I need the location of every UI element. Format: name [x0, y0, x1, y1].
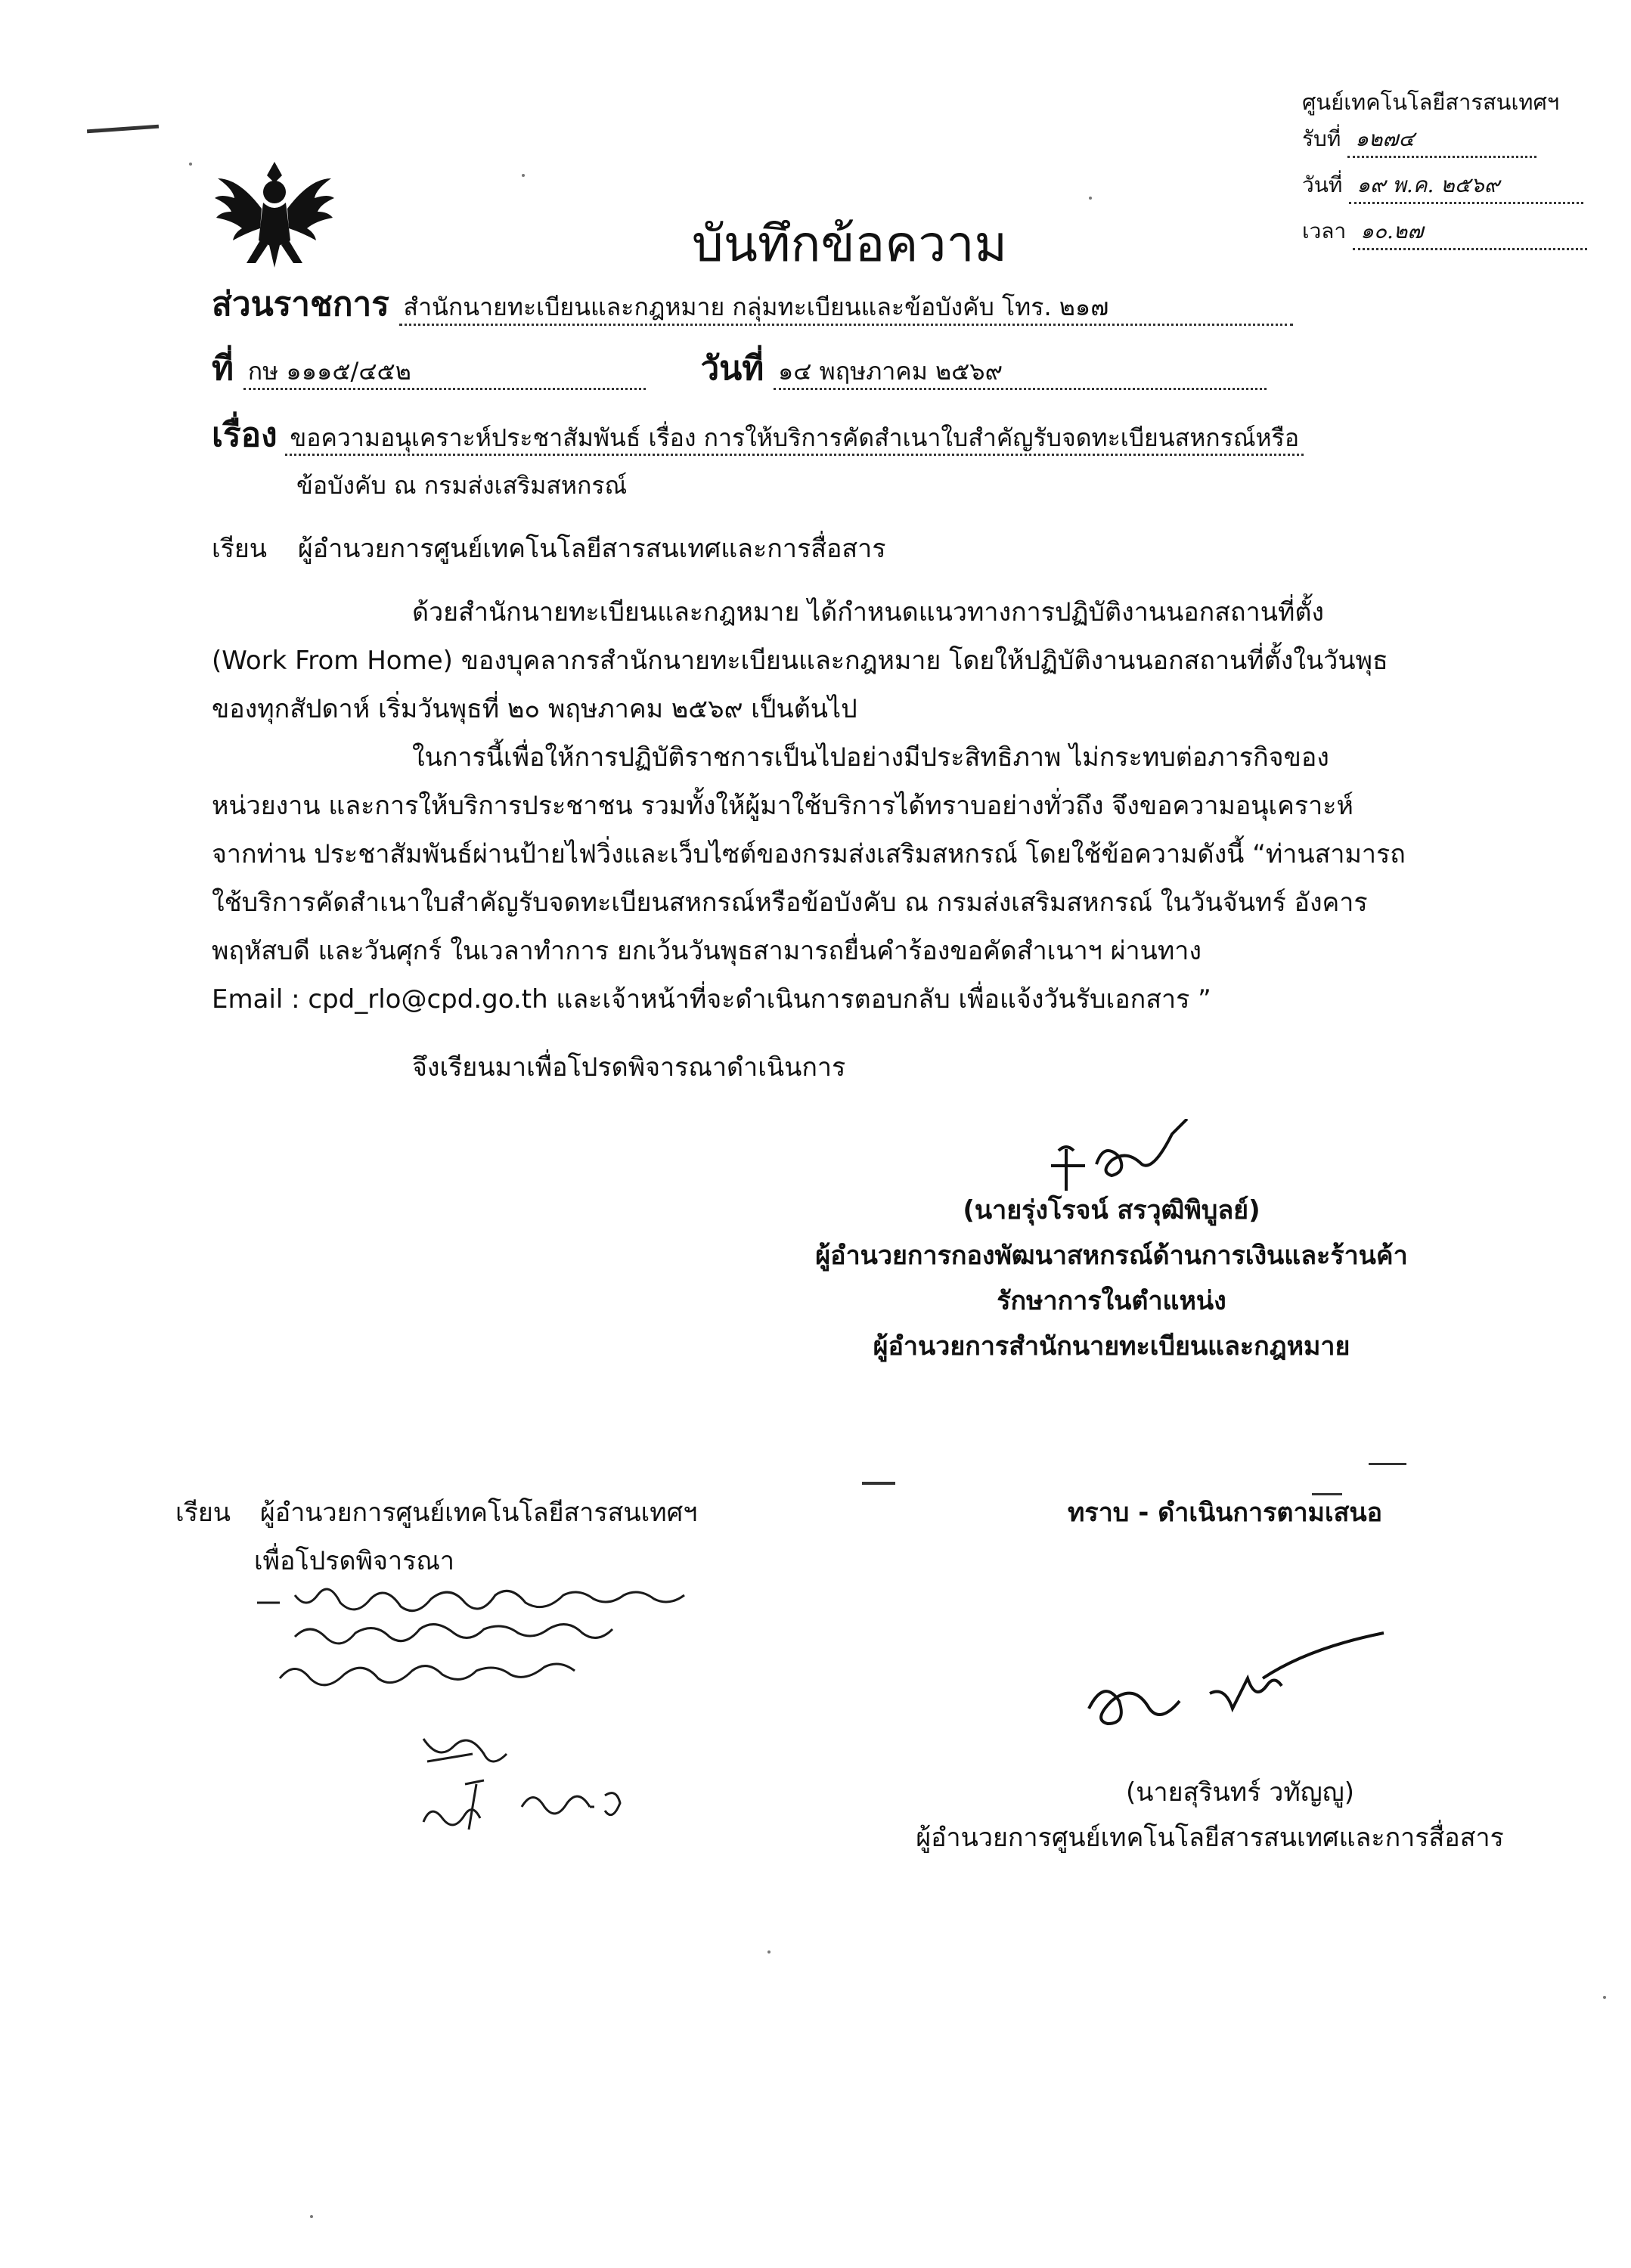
approver-title: ผู้อำนวยการศูนย์เทคโนโลยีสารสนเทศและการสื่อสาร — [916, 1823, 1504, 1853]
stamp-time-label: เวลา — [1302, 218, 1347, 243]
subject-value-line2: ข้อบังคับ ณ กรมส่งเสริมสหกรณ์ — [296, 471, 628, 500]
scan-speck — [310, 2215, 313, 2218]
body-line-3: ของทุกสัปดาห์ เริ่มวันพุธที่ ๒๐ พฤษภาคม ๒๕๖๙ เป็นต้นไป — [212, 694, 857, 724]
scan-speck — [767, 1950, 771, 1954]
scan-mark — [1312, 1493, 1342, 1495]
stamp-date — [1302, 169, 1605, 204]
scan-speck — [1603, 1996, 1606, 1999]
receipt-stamp — [1302, 85, 1605, 250]
agency-line — [212, 284, 1467, 326]
subject-line — [212, 414, 1482, 456]
stamp-time-value: ๑๐.๒๗ — [1353, 215, 1587, 250]
scan-speck — [189, 163, 192, 166]
endorse-to-label: เรียน — [175, 1498, 231, 1528]
stamp-received-no-label: รับที่ — [1302, 126, 1341, 151]
to-line — [212, 533, 885, 565]
signer-name: (นายรุ่งโรจน์ สรวุฒิพิบูลย์) — [963, 1195, 1260, 1225]
closing-line: จึงเรียนมาเพื่อโปรดพิจารณาดำเนินการ — [412, 1052, 846, 1083]
body-line-4: ในการนี้เพื่อให้การปฏิบัติราชการเป็นไปอย่างมีประสิทธิภาพ ไม่กระทบต่อภารกิจของ — [412, 742, 1329, 773]
memo-title: บันทึกข้อความ — [692, 215, 1008, 273]
body-line-1: ด้วยสำนักนายทะเบียนและกฎหมาย ได้กำหนดแนวทางการปฏิบัติงานนอกสถานที่ตั้ง — [412, 597, 1325, 627]
signature-1 — [1043, 1119, 1217, 1202]
stamp-org: ศูนย์เทคโนโลยีสารสนเทศฯ — [1302, 89, 1560, 115]
scan-speck — [1089, 197, 1092, 200]
stamp-date-label: วันที่ — [1302, 172, 1343, 197]
subject-label: เรื่อง — [212, 416, 278, 454]
agency-label: ส่วนราชการ — [212, 285, 389, 324]
body-line-8: พฤหัสบดี และวันศุกร์ ในเวลาทำการ ยกเว้นวันพุธสามารถยื่นคำร้องขอคัดสำเนาฯ ผ่านทาง — [212, 936, 1202, 966]
scan-speck — [522, 174, 525, 177]
endorse-purpose: เพื่อโปรดพิจารณา — [254, 1546, 454, 1576]
body-line-6: จากท่าน ประชาสัมพันธ์ผ่านป้ายไฟวิ่งและเว็บไซต์ของกรมส่งเสริมสหกรณ์ โดยใช้ข้อความดังนี้ “ท่านสามารถ — [212, 839, 1406, 869]
stamp-time — [1302, 215, 1605, 250]
date-label: วันที่ — [700, 349, 764, 388]
to-value: ผู้อำนวยการศูนย์เทคโนโลยีสารสนเทศและการสื่อสาร — [297, 534, 886, 564]
handwritten-note — [250, 1580, 854, 1731]
body-line-5: หน่วยงาน และการให้บริการประชาชน รวมทั้งให้ผู้มาใช้บริการได้ทราบอย่างทั่วถึง จึงขอความอนุเคราะห์ — [212, 791, 1353, 821]
signature-2 — [1059, 1618, 1406, 1769]
to-label: เรียน — [212, 534, 268, 564]
stamp-date-value: ๑๙ พ.ค. ๒๕๖๙ — [1349, 169, 1583, 204]
body-line-7: ใช้บริการคัดสำเนาใบสำคัญรับจดทะเบียนสหกรณ์หรือข้อบังคับ ณ กรมส่งเสริมสหกรณ์ ในวันจันทร์ อังคาร — [212, 888, 1368, 918]
signer-title-1: ผู้อำนวยการกองพัฒนาสหกรณ์ด้านการเงินและร้านค้า — [815, 1241, 1408, 1271]
body-line-2: (Work From Home) ของบุคลากรสำนักนายทะเบียนและกฎหมาย โดยให้ปฏิบัติงานนอกสถานที่ตั้งในวันพุธ — [212, 646, 1388, 676]
scan-mark — [862, 1482, 895, 1485]
approver-name: (นายสุรินทร์ วทัญญู) — [1126, 1777, 1354, 1808]
signer-title-3: ผู้อำนวยการสำนักนายทะเบียนและกฎหมาย — [873, 1331, 1350, 1362]
handwritten-initials — [408, 1724, 681, 1860]
agency-value: สำนักนายทะเบียนและกฎหมาย กลุ่มทะเบียนและข้อบังคับ โทร. ๒๑๗ — [399, 292, 1293, 326]
ref-label: ที่ — [212, 349, 234, 388]
endorse-to-line — [175, 1497, 697, 1529]
garuda-emblem — [210, 148, 339, 277]
stamp-received-no — [1302, 122, 1605, 158]
approval-text: ทราบ - ดำเนินการตามเสนอ — [1068, 1498, 1382, 1528]
ref-value: กษ ๑๑๑๕/๔๕๒ — [243, 356, 646, 390]
body-line-9: Email : cpd_rlo@cpd.go.th และเจ้าหน้าที่จะดำเนินการตอบกลับ เพื่อแจ้งวันรับเอกสาร ” — [212, 984, 1211, 1015]
date-value: ๑๔ พฤษภาคม ๒๕๖๙ — [774, 356, 1267, 390]
endorse-to-value: ผู้อำนวยการศูนย์เทคโนโลยีสารสนเทศฯ — [259, 1498, 698, 1528]
subject-value-line1: ขอความอนุเคราะห์ประชาสัมพันธ์ เรื่อง การให้บริการคัดสำเนาใบสำคัญรับจดทะเบียนสหกรณ์หรือ — [285, 423, 1304, 456]
signer-title-2: รักษาการในตำแหน่ง — [997, 1286, 1226, 1316]
scan-mark — [87, 125, 159, 134]
stamp-received-no-value: ๑๒๗๔ — [1347, 122, 1536, 158]
ref-line — [212, 348, 1467, 390]
scan-mark — [1369, 1463, 1406, 1465]
